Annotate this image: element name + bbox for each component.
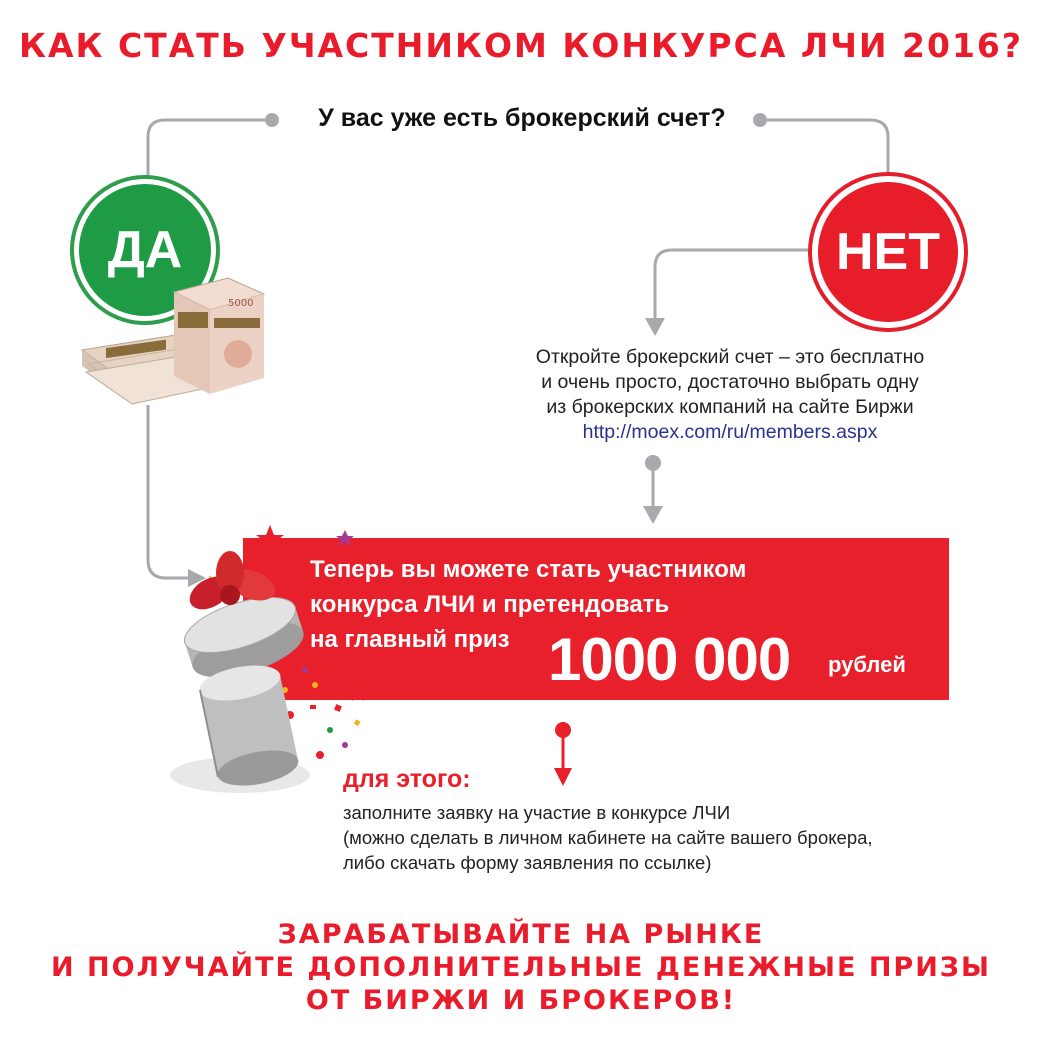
footer-slogan	[0, 918, 1042, 1017]
gift-box-icon	[170, 515, 390, 805]
open-account-line: Откройте брокерский счет – это бесплатно	[535, 346, 925, 368]
steps-line: (можно сделать в личном кабинете на сайте вашего брокера,	[343, 827, 873, 848]
money-stack-icon	[78, 272, 268, 412]
connector-question-to-yes	[148, 120, 272, 178]
members-link[interactable]: http://moex.com/ru/members.aspx	[582, 421, 878, 443]
red-arrow-dot	[555, 722, 571, 738]
red-arrow-head	[554, 768, 572, 786]
for-this-heading: для этого:	[343, 765, 471, 793]
prize-line: Теперь вы можете стать участником	[310, 556, 747, 583]
prize-amount: 1000 000	[548, 626, 791, 693]
open-account-text	[470, 345, 990, 445]
prize-line: на главный приз	[310, 626, 510, 653]
open-account-line: из брокерских компаний на сайте Биржи	[546, 396, 914, 418]
question-left-dot	[265, 113, 279, 127]
no-circle	[808, 172, 968, 332]
steps-text	[343, 800, 1003, 875]
steps-line: заполните заявку на участие в конкурсе ЛЧИ	[343, 802, 731, 823]
no-label: НЕТ	[836, 223, 940, 281]
connector-no-to-open-account	[655, 250, 815, 320]
open-account-dot	[645, 455, 661, 471]
prize-unit: рублей	[828, 652, 906, 677]
connector-question-to-no	[760, 120, 888, 175]
footer-line: ЗАРАБАТЫВАЙТЕ НА РЫНКЕ	[277, 919, 765, 950]
footer-line: ОТ БИРЖИ И БРОКЕРОВ!	[305, 985, 737, 1016]
prize-line: конкурса ЛЧИ и претендовать	[310, 591, 670, 618]
steps-line: либо скачать форму заявления по ссылке)	[343, 852, 712, 873]
arrow-down-to-open-account	[645, 318, 665, 336]
svg-text:5000: 5000	[228, 298, 254, 309]
arrow-down-to-prize	[643, 506, 663, 524]
footer-line: И ПОЛУЧАЙТЕ ДОПОЛНИТЕЛЬНЫЕ ДЕНЕЖНЫЕ ПРИЗЫ	[51, 952, 991, 983]
question-right-dot	[753, 113, 767, 127]
open-account-line: и очень просто, достаточно выбрать одну	[541, 371, 919, 393]
question-text: У вас уже есть брокерский счет?	[318, 104, 726, 132]
page-title: КАК СТАТЬ УЧАСТНИКОМ КОНКУРСА ЛЧИ 2016?	[18, 26, 1024, 65]
yes-label: ДА	[107, 221, 183, 279]
